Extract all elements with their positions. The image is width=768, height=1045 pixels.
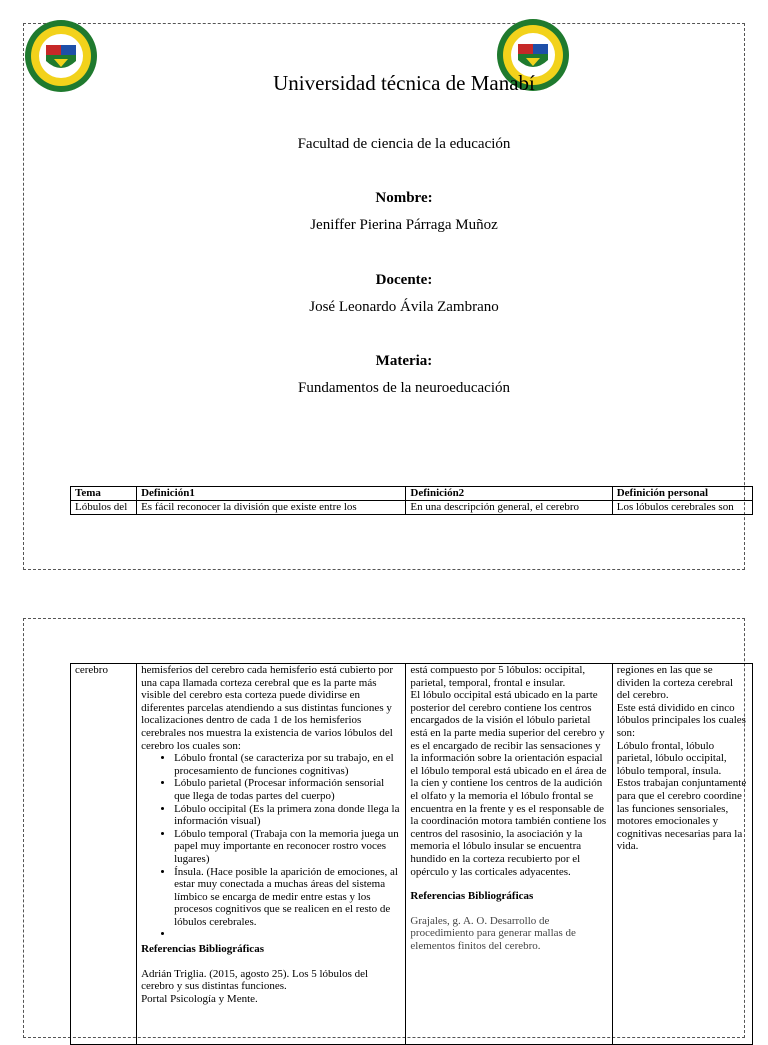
column-header-definicion1: Definición1 xyxy=(137,487,406,501)
list-item xyxy=(174,928,401,941)
lobes-table-continued xyxy=(70,663,753,1045)
reference-text: Adrián Triglia. (2015, agosto 25). Los 5 lóbulos del cerebro y sus distintas funciones. xyxy=(141,967,369,993)
subject-name: Fundamentos de la neuroeducación xyxy=(297,380,510,396)
personal-text: Este está dividido en cinco lóbulos principales los cuales son: xyxy=(616,701,746,739)
table-cell: En una descripción general, el cerebro xyxy=(406,501,612,515)
subject-label: Materia: xyxy=(375,353,433,369)
definicion-personal-cell xyxy=(612,664,752,1045)
definicion1-intro: hemisferios del cerebro cada hemisferio está cubierto por una capa llamada corteza cerebral que es la parte más visible del cerebro esta corteza puede dividirse en diferentes parcelas atendiendo a sus distintas funciones y localizaciones dentro de cada 1 de los hemisferios cerebrales nos muestra la existencia de varios lóbulos del cerebro los cuales son: xyxy=(141,664,394,752)
document-page-2 xyxy=(23,618,745,1038)
list-item: • Lóbulo temporal (Trabaja con la memoria juega un papel muy importante en reconocer rostro voces lugares) xyxy=(174,828,401,866)
column-header-definicion-personal: Definición personal xyxy=(612,487,752,501)
lobes-table xyxy=(70,486,753,515)
column-header-definicion2: Definición2 xyxy=(406,487,612,501)
student-name: Jeniffer Pierina Párraga Muñoz xyxy=(310,217,498,233)
tema-cell xyxy=(71,664,137,1045)
reference-source: Portal Psicología y Mente. xyxy=(141,992,258,1005)
list-item: • Ínsula. (Hace posible la aparición de emociones, al estar muy conectada a muchas áreas del sistema límbico se encarga de medir entre estas y los procesos cognitivos que se realicen en el resto de lóbulos cerebrales. xyxy=(174,866,401,929)
table-row xyxy=(71,664,753,1045)
column-header-tema: Tema xyxy=(71,487,137,501)
table-cell: Los lóbulos cerebrales son xyxy=(612,501,752,515)
lobes-list xyxy=(141,752,401,941)
table-header-row xyxy=(71,487,753,501)
document-title: Universidad técnica de Manabí xyxy=(273,71,535,95)
table-cell: Es fácil reconocer la división que existe entre los xyxy=(137,501,406,515)
personal-text: Lóbulo frontal, lóbulo parietal, lóbulo occipital, lóbulo temporal, ínsula. xyxy=(616,739,727,777)
references-heading: Referencias Bibliográficas xyxy=(410,890,534,903)
definicion2-text: El lóbulo occipital está ubicado en la parte posterior del cerebro contiene los centros encargados de la visión el lóbulo parietal está en la parte media superior del cerebro y es el encargado de recibir las sensaciones y la información sobre la orientación espacial el lóbulo temporal está ubicado en el área de la cien y contiene los centros de la audición el olfato y la memoria el lóbulo frontal se encuentra en la frente y es el responsable de la coordinación motora también contiene los centros del rasosinio, la asociación y la memoria el lóbulo insular se encuentra hundido en la corteza recubierto por el opérculo y las corticales adyacentes. xyxy=(410,689,607,878)
name-label: Nombre: xyxy=(375,190,433,206)
reference-text: Grajales, g. A. O. Desarrollo de procedimiento para generar mallas de elementos finitos del cerebro. xyxy=(410,914,576,952)
teacher-label: Docente: xyxy=(375,272,433,288)
teacher-name: José Leonardo Ávila Zambrano xyxy=(309,299,499,315)
list-item: • Lóbulo parietal (Procesar información sensorial que llega de todas partes del cuerpo) xyxy=(174,777,401,802)
definicion1-cell xyxy=(137,664,406,1045)
faculty-name: Facultad de ciencia de la educación xyxy=(297,136,511,152)
list-item: • Lóbulo frontal (se caracteriza por su trabajo, en el procesamiento de funciones cognitivas) xyxy=(174,752,401,777)
table-row xyxy=(71,501,753,515)
definicion2-cell xyxy=(406,664,612,1045)
list-item: • Lóbulo occipital (Es la primera zona donde llega la información visual) xyxy=(174,803,401,828)
references-heading: Referencias Bibliográficas xyxy=(141,943,264,956)
personal-text: Estos trabajan conjuntamente para que el cerebro coordine las funciones sensoriales, motores emocionales y cognitivas necesarias para la vida. xyxy=(616,777,747,853)
personal-text: regiones en las que se dividen la corteza cerebral del cerebro. xyxy=(616,664,734,702)
tema-text: cerebro xyxy=(75,664,108,676)
table-cell: Lóbulos del xyxy=(71,501,137,515)
document-page-1 xyxy=(23,23,745,570)
definicion2-text: está compuesto por 5 lóbulos: occipital, parietal, temporal, frontal e insular. xyxy=(410,664,586,689)
